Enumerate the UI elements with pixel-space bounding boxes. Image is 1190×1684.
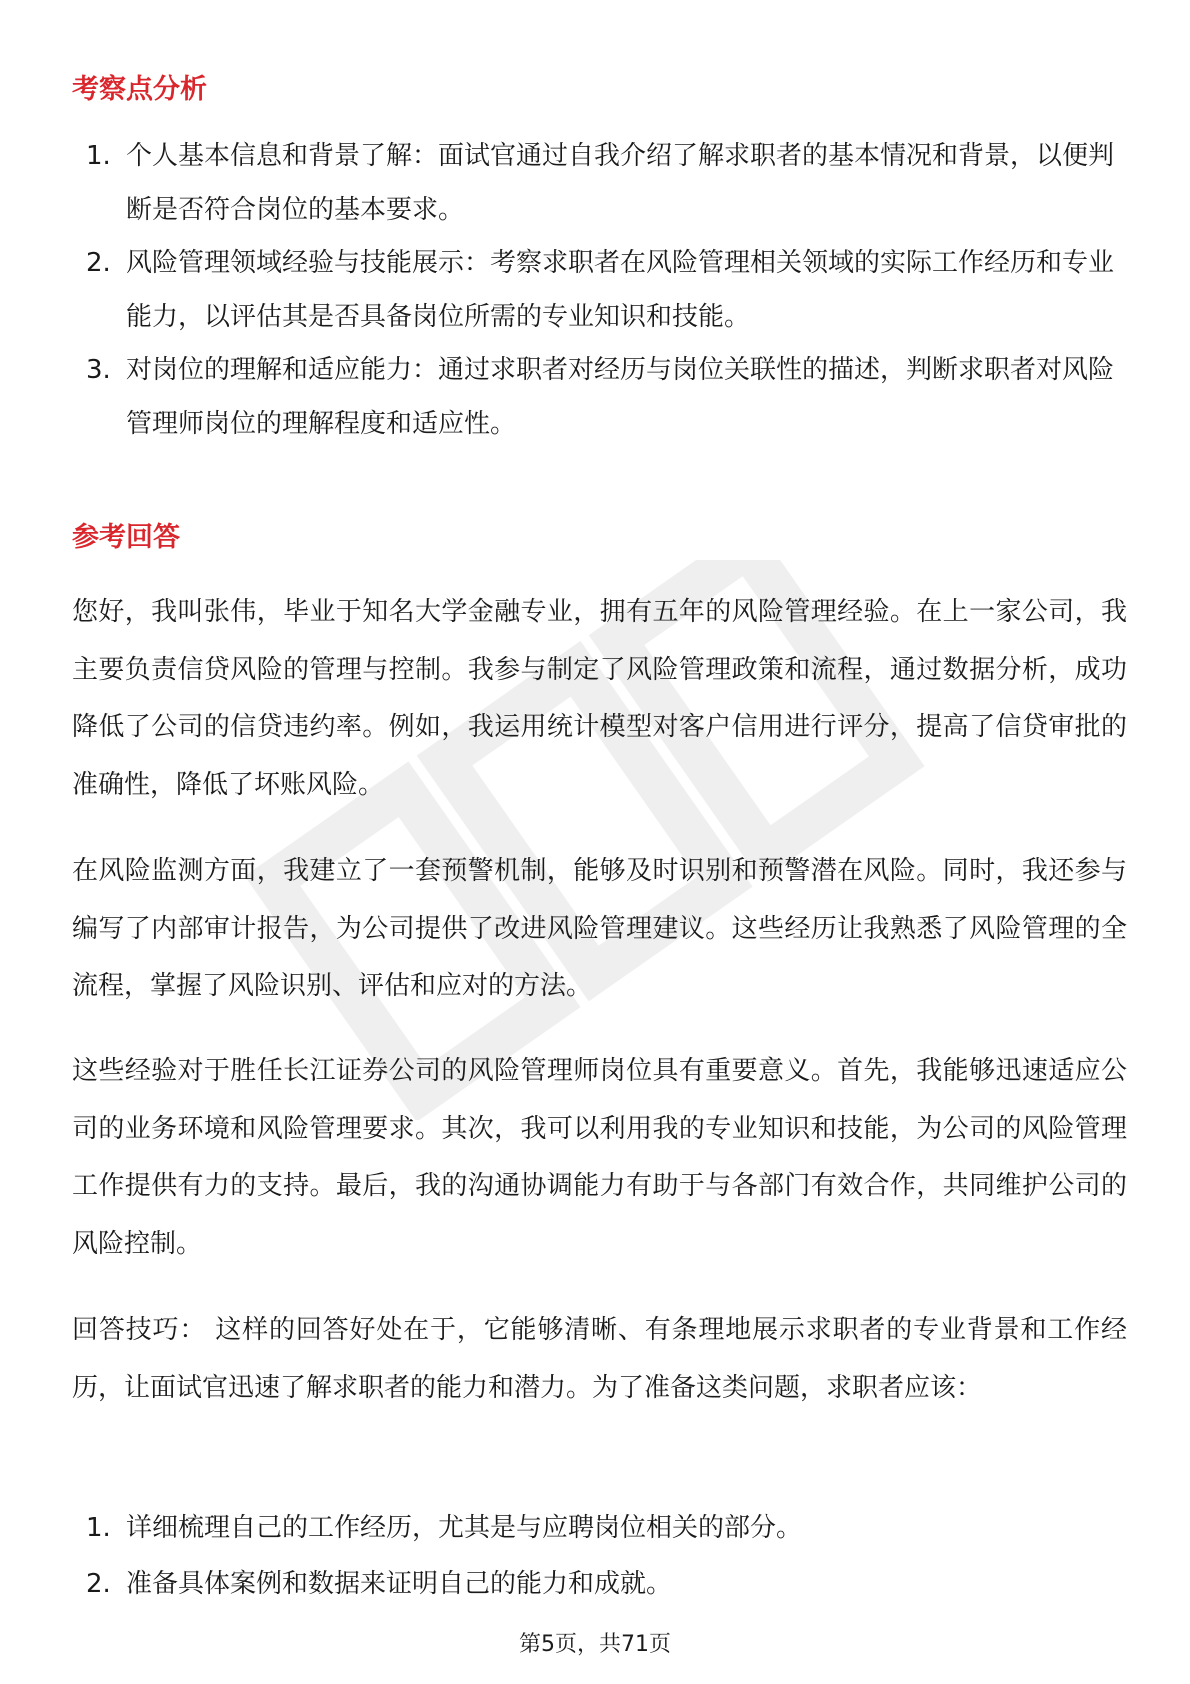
list-item-number: 1. <box>86 141 111 171</box>
list-item <box>72 1556 1132 1612</box>
answer-paragraph-2: 在风险监测方面，我建立了一套预警机制，能够及时识别和预警潜在风险。同时，我还参与编写了内部审计报告，为公司提供了改进风险管理建议。这些经历让我熟悉了风险管理的全流程，掌握了风险识别、评估和应对的方法。 <box>72 856 1127 1001</box>
section-heading-reference-answer: 参考回答 <box>72 522 180 553</box>
list-item <box>72 237 1132 344</box>
list-item-number: 3. <box>86 355 111 385</box>
list-item <box>72 130 1132 237</box>
list-item-text: 风险管理领域经验与技能展示：考察求职者在风险管理相关领域的实际工作经历和专业能力，以评估其是否具备岗位所需的专业知识和技能。 <box>126 248 1115 332</box>
list-item-text: 个人基本信息和背景了解：面试官通过自我介绍了解求职者的基本情况和背景，以便判断是否符合岗位的基本要求。 <box>126 141 1115 225</box>
list-item-number: 1. <box>86 1513 111 1543</box>
list-item <box>72 1500 1132 1556</box>
tips-list <box>72 1500 1132 1612</box>
list-item-text: 对岗位的理解和适应能力：通过求职者对经历与岗位关联性的描述，判断求职者对风险管理师岗位的理解程度和适应性。 <box>126 355 1115 439</box>
list-item <box>72 344 1132 451</box>
list-item-text: 详细梳理自己的工作经历，尤其是与应聘岗位相关的部分。 <box>126 1513 803 1543</box>
answer-paragraph-3: 这些经验对于胜任长江证券公司的风险管理师岗位具有重要意义。首先，我能够迅速适应公司的业务环境和风险管理要求。其次，我可以利用我的专业知识和技能，为公司的风险管理工作提供有力的支持。最后，我的沟通协调能力有助于与各部门有效合作，共同维护公司的风险控制。 <box>72 1056 1127 1259</box>
analysis-list <box>72 130 1132 451</box>
page-number: 第5页，共71页 <box>519 1632 671 1657</box>
section-heading-analysis: 考察点分析 <box>72 74 207 105</box>
list-item-number: 2. <box>86 248 111 278</box>
list-item-number: 2. <box>86 1569 111 1599</box>
list-item-text: 准备具体案例和数据来证明自己的能力和成就。 <box>126 1569 673 1599</box>
answer-tips-paragraph: 回答技巧： 这样的回答好处在于，它能够清晰、有条理地展示求职者的专业背景和工作经历，让面试官迅速了解求职者的能力和潜力。为了准备这类问题，求职者应该： <box>72 1315 1127 1403</box>
answer-paragraph-1: 您好，我叫张伟，毕业于知名大学金融专业，拥有五年的风险管理经验。在上一家公司，我主要负责信贷风险的管理与控制。我参与制定了风险管理政策和流程，通过数据分析，成功降低了公司的信贷违约率。例如，我运用统计模型对客户信用进行评分，提高了信贷审批的准确性，降低了坏账风险。 <box>72 597 1127 800</box>
